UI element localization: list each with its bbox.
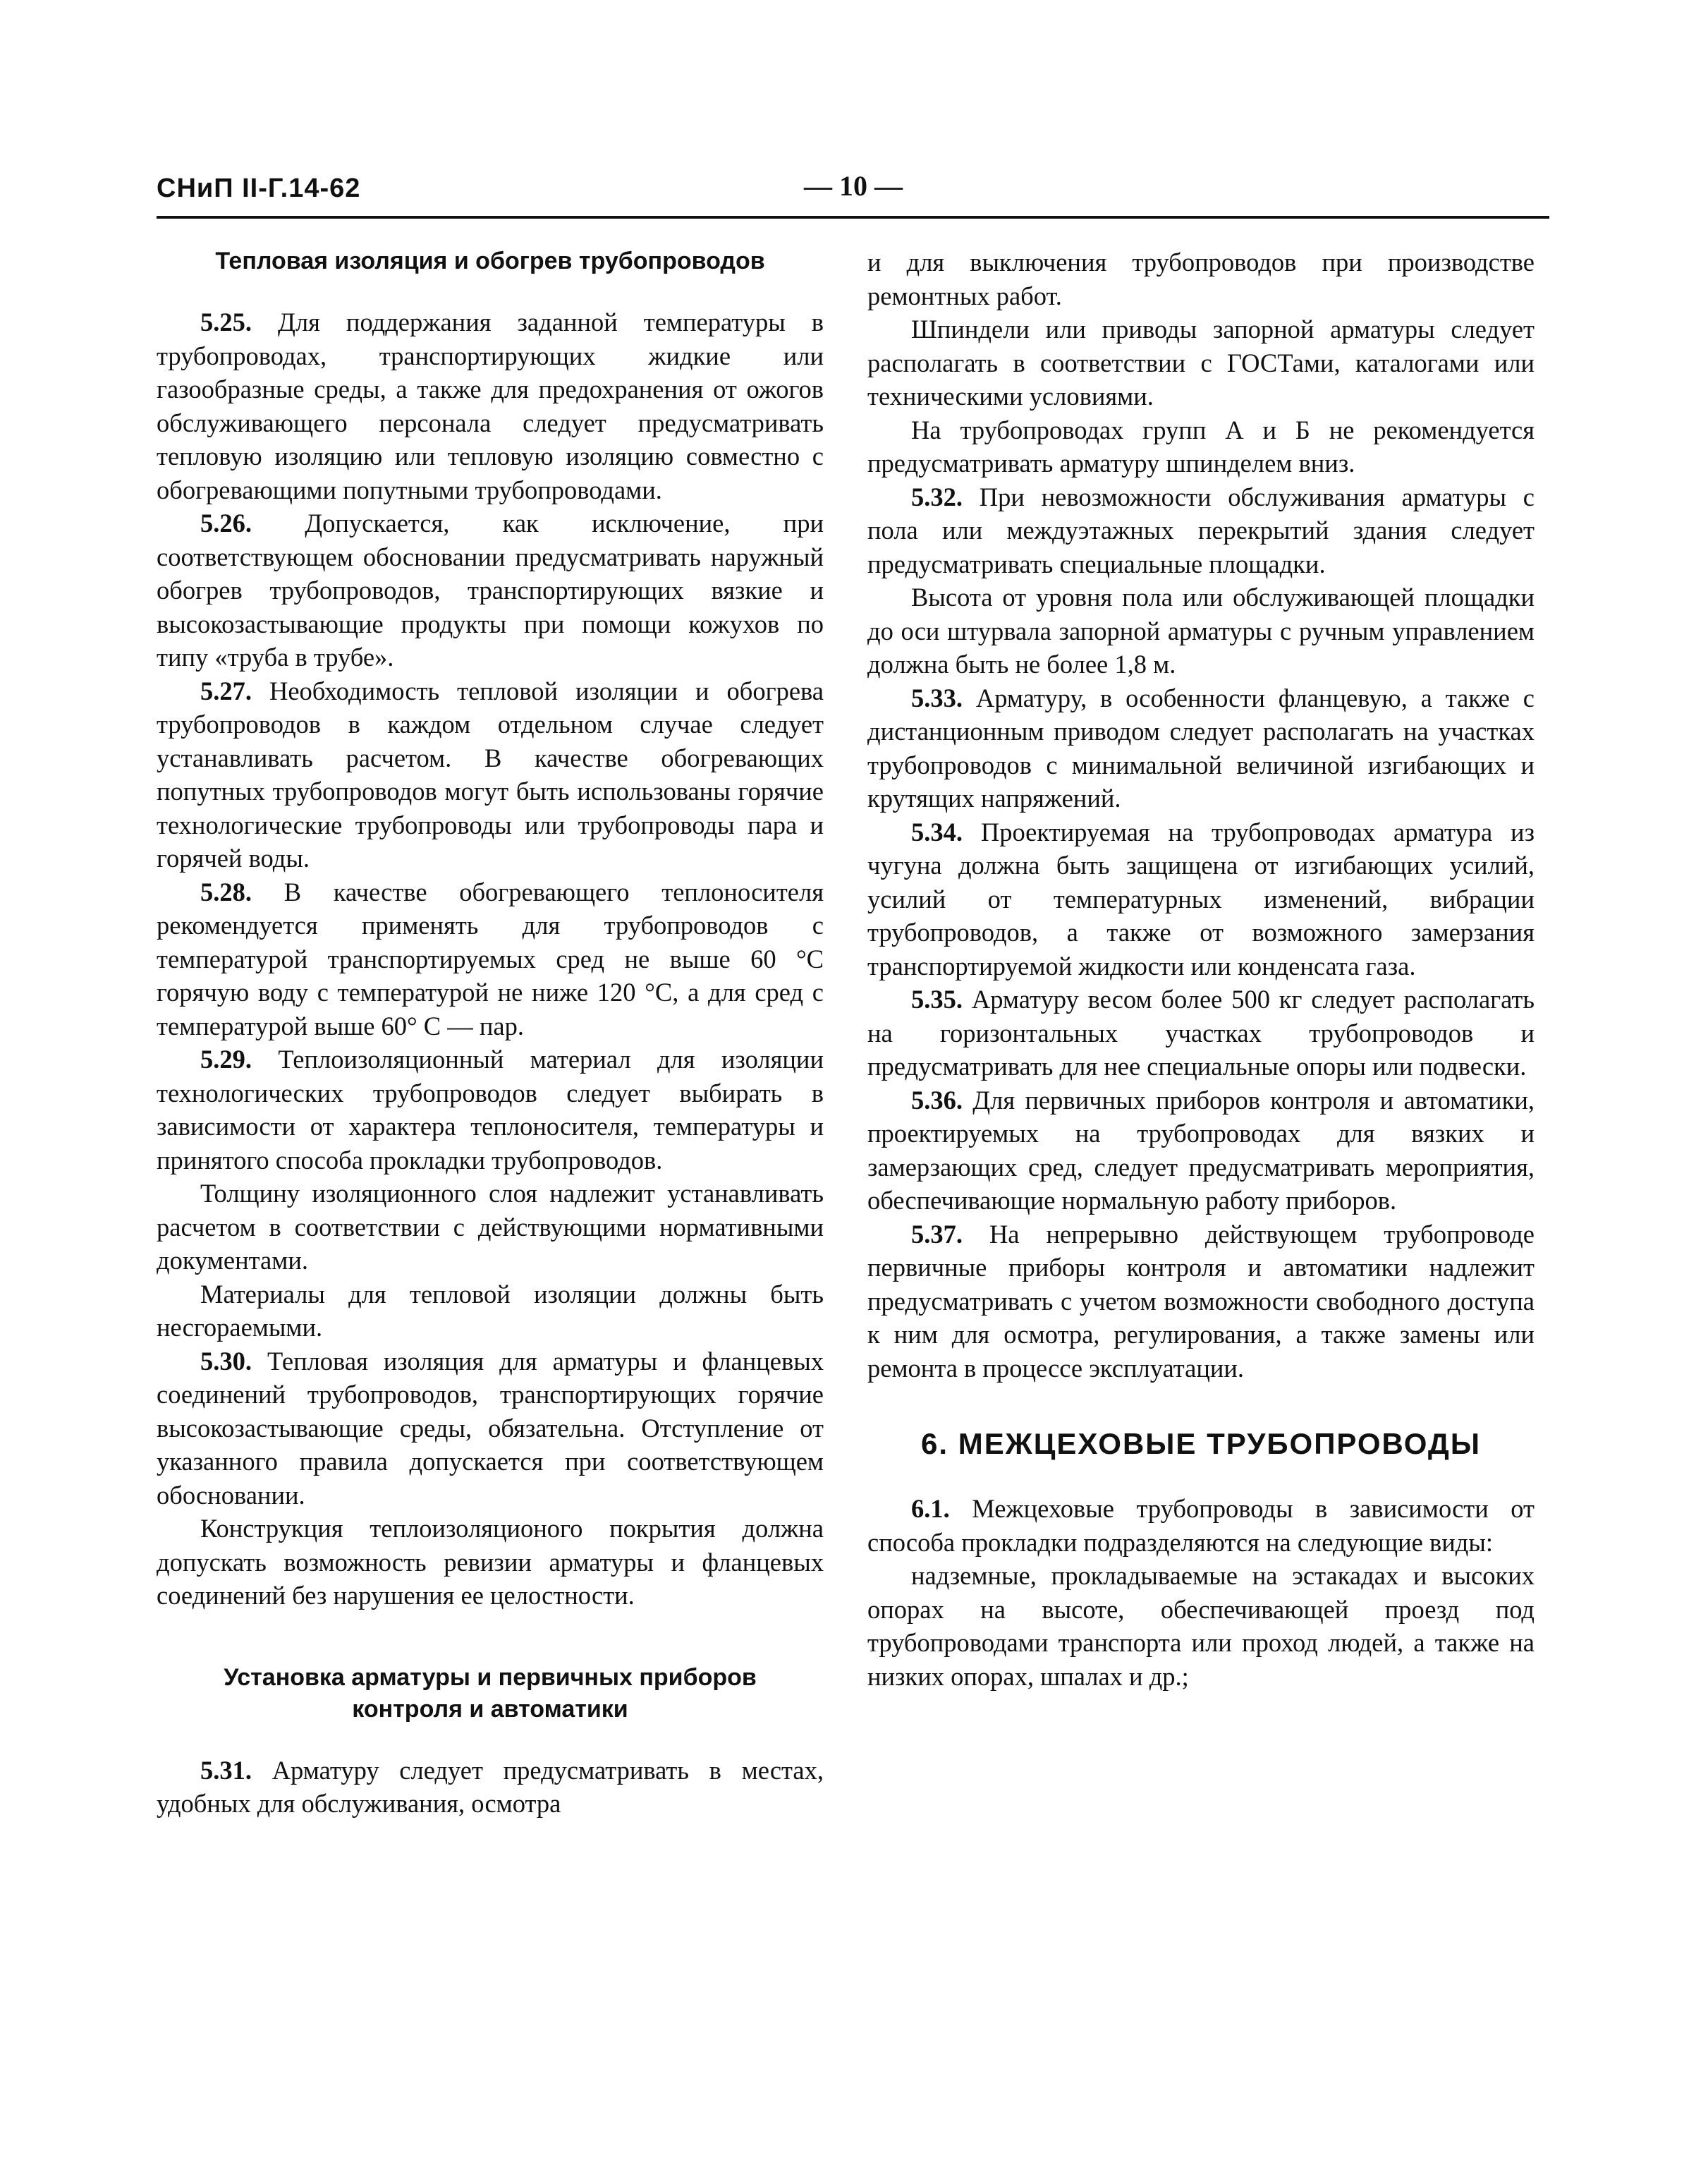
- paragraph-above-ground: надземные, прокладываемые на эстакадах и высоких опорах на высоте, обеспечивающей проезд под трубопроводами транспорта или проход людей, а также на низких опорах, шпалах и др.;: [867, 1561, 1535, 1691]
- clause-number: 5.34.: [911, 817, 963, 846]
- clause-text: В качестве обогревающего теплоносителя рекомендуется применять для трубопроводов с температурой транспортируемых сред не выше 60 °С горячую воду с температурой не ниже 120 °С, а для сред с температурой выше 60° С — пар.: [157, 877, 824, 1040]
- paragraph-5-27: [157, 674, 824, 875]
- section-heading-thermal-insulation: Тепловая изоляция и обогрев трубопроводов: [215, 248, 765, 274]
- paragraph-5-31-continued: и для выключения трубопроводов при производстве ремонтных работ.: [867, 248, 1535, 310]
- section-heading-fittings-line1: Установка арматуры и первичных приборов: [224, 1663, 757, 1691]
- clause-text: При невозможности обслуживания арматуры с пола или междуэтажных перекрытий здания следует предусматривать специальные площадки.: [867, 482, 1535, 578]
- clause-number: 5.31.: [200, 1755, 252, 1785]
- clause-number: 5.35.: [911, 985, 963, 1014]
- clause-number: 6.1.: [911, 1494, 950, 1523]
- paragraph-5-35: [867, 983, 1535, 1084]
- clause-text: Арматуру следует предусматривать в местах, удобных для обслуживания, осмотра: [157, 1755, 824, 1818]
- page-number: — 10 —: [804, 170, 903, 202]
- paragraph-handwheel-height: Высота от уровня пола или обслуживающей площадки до оси штурвала запорной арматуры с ручным управлением должна быть не более 1,8 м.: [867, 583, 1535, 679]
- clause-number: 5.33.: [911, 683, 963, 712]
- clause-number: 5.27.: [200, 676, 252, 705]
- paragraph-spindles: Шпиндели или приводы запорной арматуры следует располагать в соответствии с ГОСТами, каталогами или техническими условиями.: [867, 315, 1535, 411]
- paragraph-5-30: [157, 1344, 824, 1512]
- left-column: [157, 245, 824, 1821]
- section-heading-fittings-line2: контроля и автоматики: [352, 1695, 628, 1723]
- clause-text: Необходимость тепловой изоляции и обогрева трубопроводов в каждом отдельном случае следует устанавливать расчетом. В качестве обогревающих попутных трубопроводов могут быть использованы горячие технологические трубопроводы или трубопроводы пара и горячей воды.: [157, 676, 824, 873]
- clause-text: Для поддержания заданной температуры в трубопроводах, транспортирующих жидкие или газообразные среды, а также для предохранения от ожогов обслуживающего персонала следует предусматривать тепловую изоляцию или тепловую изоляцию совместно с обогревающими попутными трубопроводами.: [157, 308, 824, 504]
- section-6-heading: 6. МЕЖЦЕХОВЫЕ ТРУБОПРОВОДЫ: [921, 1427, 1481, 1460]
- right-column: [867, 245, 1535, 1693]
- clause-number: 5.32.: [911, 482, 963, 511]
- clause-number: 5.37.: [911, 1219, 963, 1249]
- header-rule: [157, 216, 1549, 219]
- paragraph-5-32: [867, 480, 1535, 581]
- paragraph-5-36: [867, 1084, 1535, 1218]
- clause-text: Теплоизоляционный материал для изоляции технологических трубопроводов следует выбирать в зависимости от характера теплоносителя, температуры и принятого способа прокладки трубопроводов.: [157, 1045, 824, 1174]
- clause-text: Проектируемая на трубопроводах арматура из чугуна должна быть защищена от изгибающих усилий, усилий от температурных изменений, вибрации трубопроводов, а также от возможного замерзания транспортируемой жидкости или конденсата газа.: [867, 817, 1535, 981]
- clause-text: На непрерывно действующем трубопроводе первичные приборы контроля и автоматики надлежит предусматривать с учетом возможности свободного доступа к ним для осмотра, регулирования, а также замены или ремонта в процессе эксплуатации.: [867, 1219, 1535, 1383]
- clause-number: 5.29.: [200, 1045, 252, 1074]
- clause-text: Тепловая изоляция для арматуры и фланцевых соединений трубопроводов, транспортирующих горячие высокозастывающие среды, обязательна. Отступление от указанного правила допускается при соответствующем обосновании.: [157, 1346, 824, 1510]
- clause-number: 5.36.: [911, 1085, 963, 1115]
- paragraph-5-26: [157, 506, 824, 674]
- clause-text: Межцеховые трубопроводы в зависимости от способа прокладки подразделяются на следующие виды:: [867, 1494, 1535, 1557]
- clause-text: Арматуру весом более 500 кг следует располагать на горизонтальных участках трубопроводов и предусматривать для нее специальные опоры или подвески.: [867, 985, 1535, 1081]
- paragraph-groups-a-b: На трубопроводах групп А и Б не рекомендуется предусматривать арматуру шпинделем вниз.: [867, 415, 1535, 478]
- clause-text: Для первичных приборов контроля и автоматики, проектируемых на трубопроводах для вязких и замерзающих сред, следует предусматривать мероприятия, обеспечивающие нормальную работу приборов.: [867, 1085, 1535, 1215]
- paragraph-5-31: [157, 1754, 824, 1821]
- paragraph-5-37: [867, 1218, 1535, 1385]
- paragraph-insulation-thickness: Толщину изоляционного слоя надлежит устанавливать расчетом в соответствии с действующими нормативными документами.: [157, 1179, 824, 1275]
- clause-text: Допускается, как исключение, при соответствующем обосновании предусматривать наружный обогрев трубопроводов, транспортирующих вязкие и высокозастывающие продукты при помощи кожухов по типу «труба в трубе».: [157, 509, 824, 672]
- clause-number: 5.30.: [200, 1346, 252, 1376]
- clause-number: 5.25.: [200, 308, 252, 336]
- paragraph-6-1: [867, 1492, 1535, 1559]
- clause-text: Арматуру, в особенности фланцевую, а также с дистанционным приводом следует располагать на участках трубопроводов с минимальной величиной изгибающих и крутящих напряжений.: [867, 683, 1535, 813]
- paragraph-5-25: [157, 305, 824, 506]
- document-code: СНиП II-Г.14-62: [157, 174, 361, 203]
- clause-number: 5.26.: [200, 509, 252, 538]
- paragraph-5-29: [157, 1043, 824, 1177]
- paragraph-insulation-materials: Материалы для тепловой изоляции должны быть несгораемыми.: [157, 1279, 824, 1342]
- paragraph-5-34: [867, 815, 1535, 983]
- paragraph-5-28: [157, 875, 824, 1043]
- paragraph-5-33: [867, 681, 1535, 815]
- clause-number: 5.28.: [200, 877, 252, 906]
- paragraph-insulation-construction: Конструкция теплоизоляционого покрытия должна допускать возможность ревизии арматуры и фланцевых соединений без нарушения ее целостности.: [157, 1514, 824, 1610]
